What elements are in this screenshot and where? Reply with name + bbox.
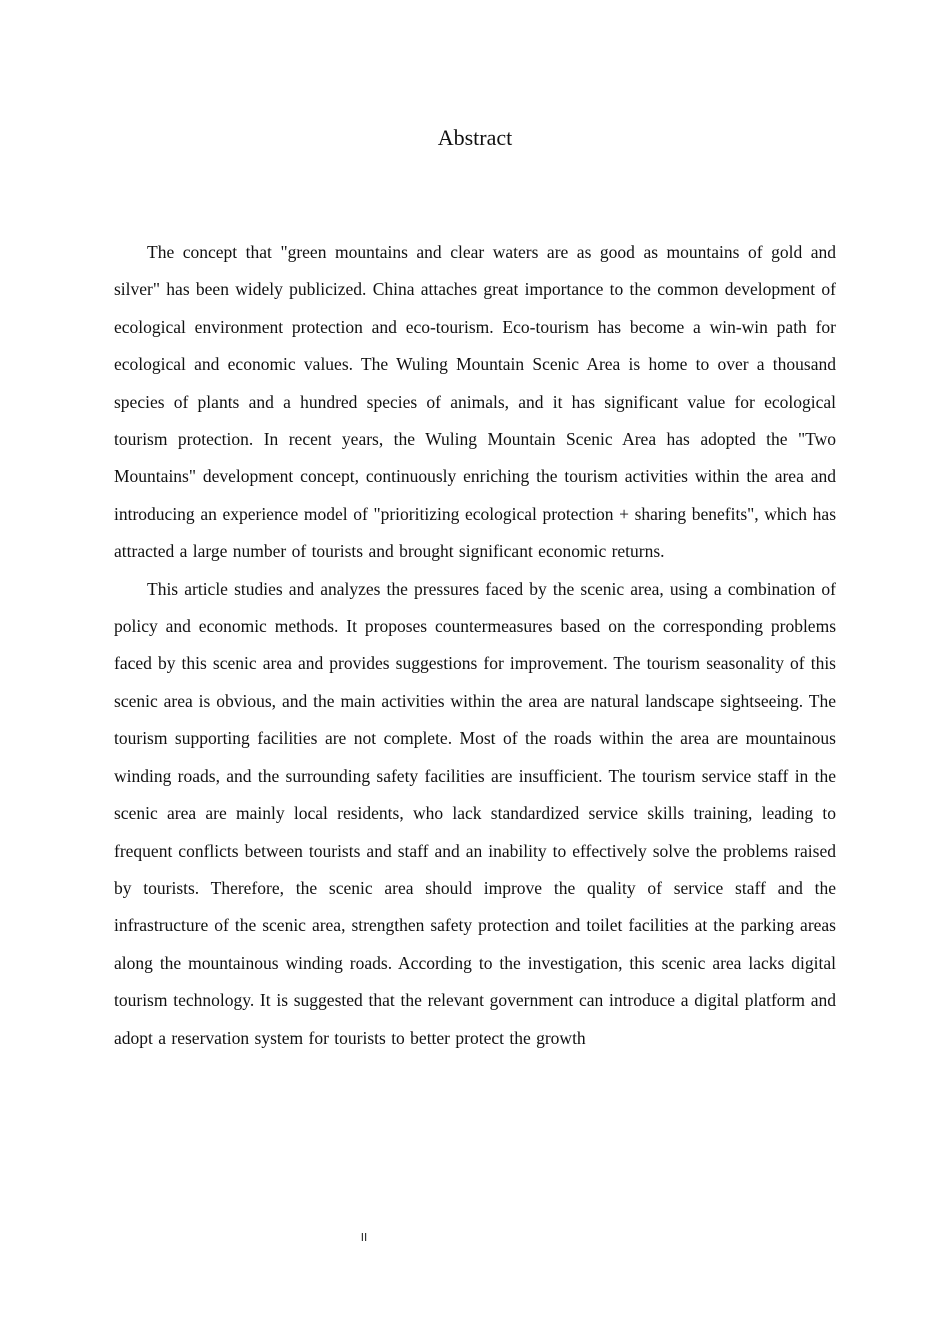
abstract-paragraph-2: This article studies and analyzes the pressures faced by the scenic area, using a combination of policy and economic methods. It proposes countermeasures based on the corresponding problems faced by this scenic area and provides suggestions for improvement. The tourism seasonality of this scenic area is obvious, and the main activities within the area are natural landscape sightseeing. The tourism supporting facilities are not complete. Most of the roads within the area are mountainous winding roads, and the surrounding safety facilities are insufficient. The tourism service staff in the scenic area are mainly local residents, who lack standardized service skills training, leading to frequent conflicts between tourists and staff and an inability to effectively solve the problems raised by tourists. Therefore, the scenic area should improve the quality of service staff and the infrastructure of the scenic area, strengthen safety protection and toilet facilities at the parking areas along the mountainous winding roads. According to the investigation, this scenic area lacks digital tourism technology. It is suggested that the relevant government can introduce a digital platform and adopt a reservation system for tourists to better protect the growth bbox=[114, 578, 836, 1048]
page-number: II bbox=[360, 1231, 368, 1244]
abstract-paragraph-1: The concept that "green mountains and clear waters are as good as mountains of gold and silver" has been widely publicized. China attaches great importance to the common development of ecological environment protection and eco-tourism. Eco-tourism has become a win-win path for ecological and economic values. The Wuling Mountain Scenic Area is home to over a thousand species of plants and a hundred species of animals, and it has significant value for ecological tourism protection. In recent years, the Wuling Mountain Scenic Area has adopted the "Two Mountains" development concept, continuously enriching the tourism activities within the area and introducing an experience model of "prioritizing ecological protection + sharing benefits", which has attracted a large number of tourists and brought significant economic returns. bbox=[114, 242, 836, 562]
abstract-body bbox=[114, 234, 836, 1057]
page-title: Abstract bbox=[437, 125, 513, 150]
